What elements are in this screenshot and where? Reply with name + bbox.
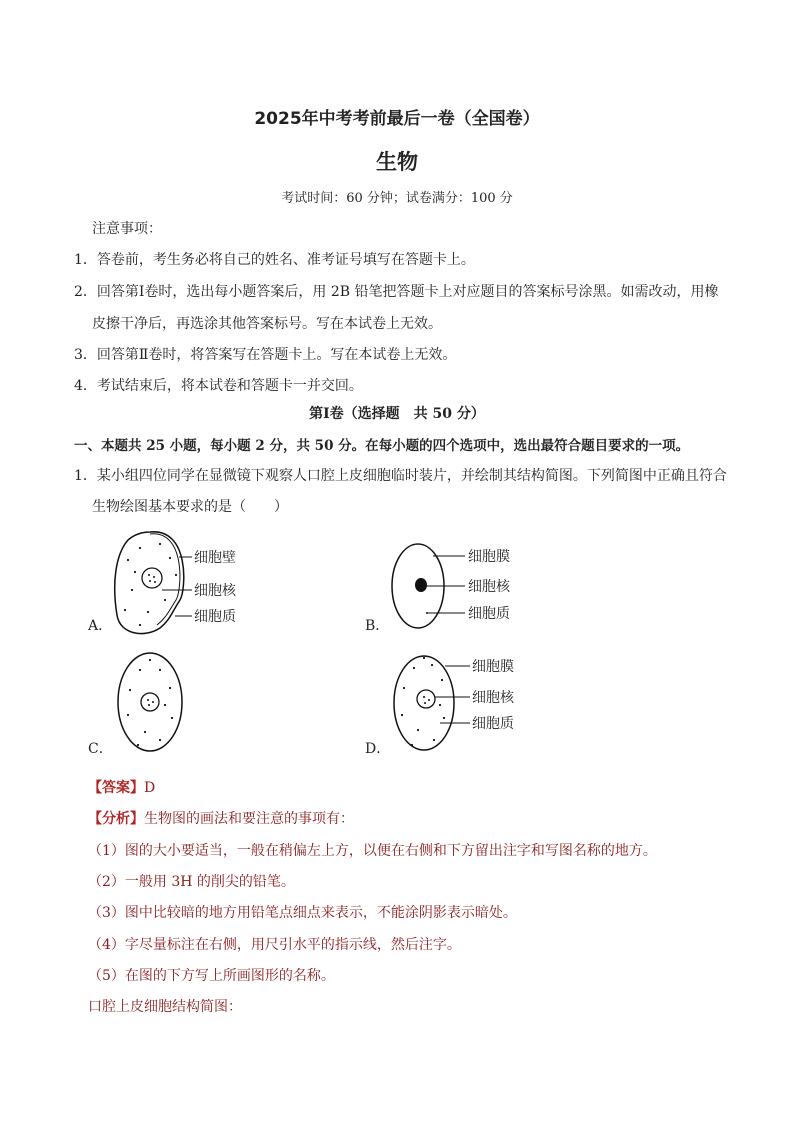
- label-a-1: 细胞壁: [194, 550, 236, 566]
- option-c-diagram[interactable]: [118, 653, 182, 751]
- notes-heading: 注意事项：: [92, 221, 162, 237]
- analysis-intro: 生物图的画法和要注意的事项有：: [144, 811, 354, 827]
- answer-value: D: [144, 780, 156, 796]
- option-d-diagram[interactable]: [394, 656, 470, 750]
- section-title: 第Ⅰ卷（选择题 共 50 分）: [309, 406, 485, 422]
- note-item: 3．回答第Ⅱ卷时，将答案写在答题卡上。写在本试卷上无效。: [74, 347, 457, 363]
- note-item: 皮擦干净后，再选涂其他答案标号。写在本试卷上无效。: [92, 316, 442, 332]
- analysis-label: 【分析】: [88, 811, 144, 827]
- answer-label: 【答案】: [88, 780, 144, 796]
- exam-meta: 考试时间：60 分钟；试卷满分：100 分: [281, 191, 513, 206]
- option-b-diagram[interactable]: [392, 544, 465, 628]
- analysis-item: （3）图中比较暗的地方用铅笔点细点来表示，不能涂阴影表示暗处。: [88, 905, 517, 921]
- label-b-2: 细胞核: [468, 579, 510, 595]
- analysis-footer: 口腔上皮细胞结构简图：: [88, 999, 242, 1015]
- label-d-2: 细胞核: [472, 690, 514, 706]
- option-c-letter: C．: [88, 741, 113, 757]
- cell-diagrams: [0, 520, 794, 765]
- analysis-item: （2）一般用 3H 的削尖的铅笔。: [88, 874, 295, 890]
- label-d-3: 细胞质: [472, 716, 514, 732]
- label-b-3: 细胞质: [468, 606, 510, 622]
- label-b-1: 细胞膜: [468, 549, 510, 565]
- section-instruction: 一、本题共 25 小题，每小题 2 分，共 50 分。在每小题的四个选项中，选出最符合题目要求的一项。: [74, 438, 690, 454]
- label-a-2: 细胞核: [194, 583, 236, 599]
- label-a-3: 细胞质: [194, 609, 236, 625]
- note-item: 2．回答第Ⅰ卷时，选出每小题答案后，用 2B 铅笔把答题卡上对应题目的答案标号涂黑。如需改动，用橡: [74, 284, 719, 300]
- analysis-item: （1）图的大小要适当，一般在稍偏左上方，以便在右侧和下方留出注字和写图名称的地方。: [88, 843, 657, 859]
- analysis-line: [88, 808, 354, 828]
- question-text: 1．某小组四位同学在显微镜下观察人口腔上皮细胞临时装片，并绘制其结构简图。下列简图中正确且符合: [74, 468, 727, 484]
- label-d-1: 细胞膜: [472, 659, 514, 675]
- analysis-item: （4）字尽量标注在右侧，用尺引水平的指示线，然后注字。: [88, 937, 461, 953]
- note-item: 4．考试结束后，将本试卷和答题卡一并交回。: [74, 378, 363, 394]
- analysis-item: （5）在图的下方写上所画图形的名称。: [88, 968, 335, 984]
- note-item: 1．答卷前，考生务必将自己的姓名、准考证号填写在答题卡上。: [74, 252, 475, 268]
- exam-title: 2025年中考考前最后一卷（全国卷）: [254, 109, 540, 129]
- option-d-letter: D．: [365, 741, 391, 757]
- answer-line: [88, 777, 155, 797]
- option-a-diagram[interactable]: [115, 532, 192, 634]
- subject-title: 生物: [376, 150, 418, 174]
- question-text: 生物绘图基本要求的是（ ）: [92, 499, 288, 515]
- option-a-letter: A．: [88, 618, 113, 634]
- option-b-letter: B．: [365, 618, 390, 634]
